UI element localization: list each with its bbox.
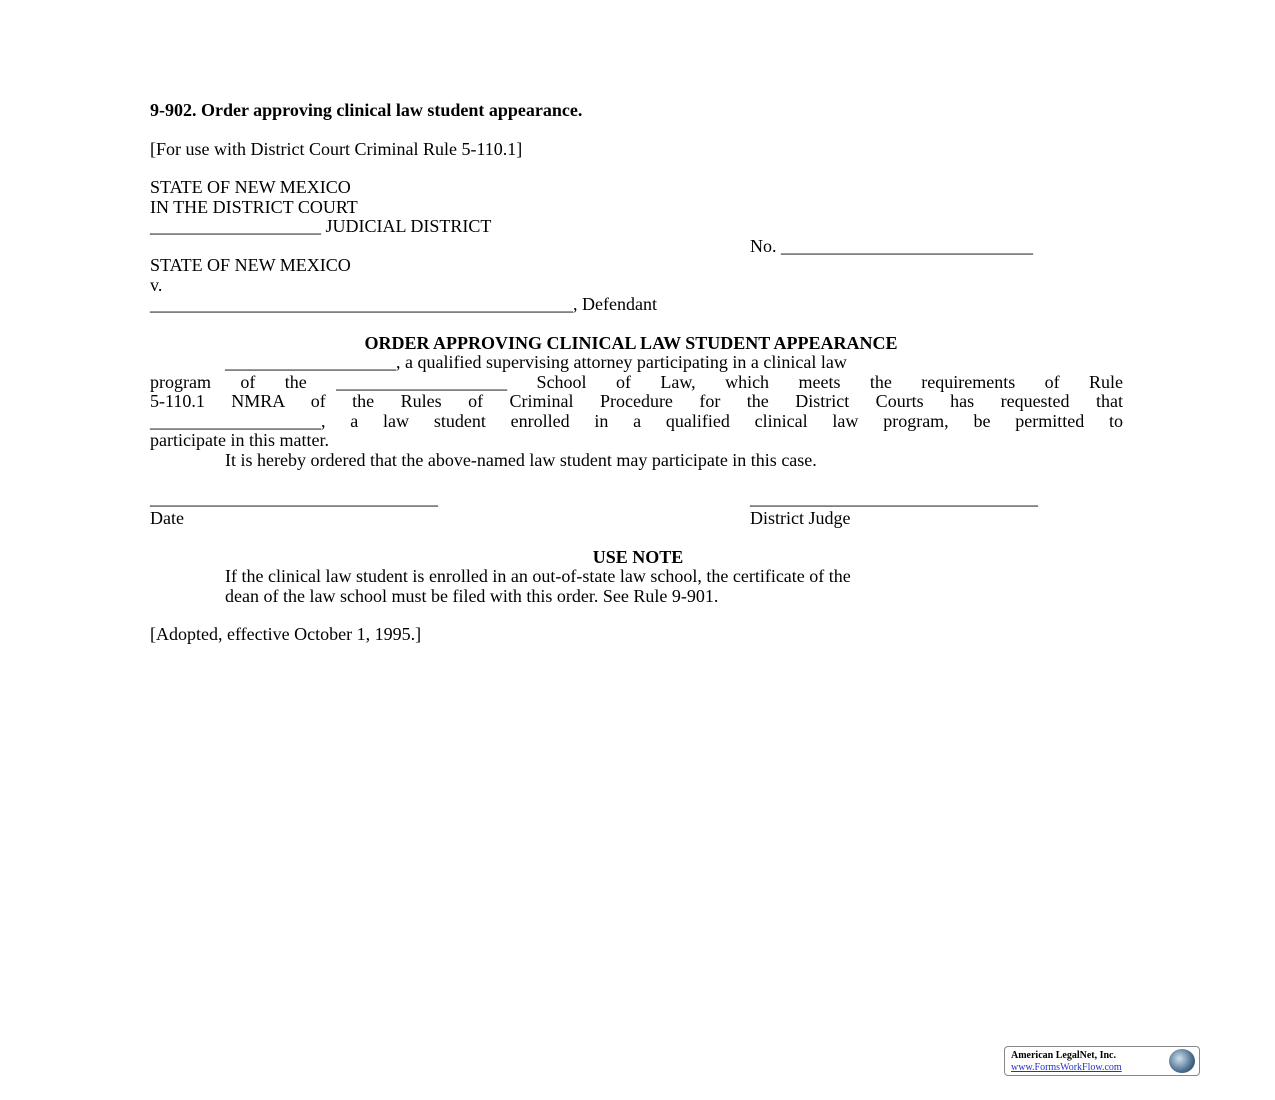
document-title: 9-902. Order approving clinical law student appearance.	[150, 100, 583, 120]
date-label: Date	[150, 508, 184, 528]
logo-company: American LegalNet, Inc.	[1011, 1050, 1116, 1061]
order-line: It is hereby ordered that the above-named law student may participate in this case.	[225, 450, 817, 470]
caption-plaintiff: STATE OF NEW MEXICO	[150, 255, 351, 275]
footer-logo	[1004, 1046, 1200, 1076]
case-number: No. ____________________________	[750, 236, 1033, 256]
judge-signature-line: ________________________________	[750, 488, 1038, 508]
order-line: ___________________, a qualified supervising attorney participating in a clinical law	[225, 352, 847, 372]
order-line: program of the ___________________ School of Law, which meets the requirements of Rule	[150, 372, 1123, 392]
use-note-heading: USE NOTE	[592, 547, 684, 567]
judge-label: District Judge	[750, 508, 851, 528]
date-signature-line: ________________________________	[150, 488, 438, 508]
use-note-line: dean of the law school must be filed with this order. See Rule 9-901.	[225, 586, 719, 606]
order-line: participate in this matter.	[150, 430, 329, 450]
adoption-history: [Adopted, effective October 1, 1995.]	[150, 624, 422, 644]
caption-versus: v.	[150, 275, 163, 295]
caption-district: ___________________ JUDICIAL DISTRICT	[150, 216, 492, 236]
use-with-note: [For use with District Court Criminal Rule 5-110.1]	[150, 139, 523, 159]
caption-state: STATE OF NEW MEXICO	[150, 177, 351, 197]
globe-icon	[1169, 1049, 1195, 1073]
caption-court: IN THE DISTRICT COURT	[150, 197, 358, 217]
order-heading: ORDER APPROVING CLINICAL LAW STUDENT APPEARANCE	[364, 333, 898, 353]
caption-defendant: _______________________________________________, Defendant	[150, 294, 657, 314]
order-line: ___________________, a law student enrolled in a qualified clinical law program, be permitted to	[150, 411, 1123, 431]
use-note-line: If the clinical law student is enrolled in an out-of-state law school, the certificate of the	[225, 566, 851, 586]
logo-url-link[interactable]: www.FormsWorkFlow.com	[1011, 1062, 1122, 1073]
order-line: 5-110.1 NMRA of the Rules of Criminal Procedure for the District Courts has requested that	[150, 391, 1123, 411]
